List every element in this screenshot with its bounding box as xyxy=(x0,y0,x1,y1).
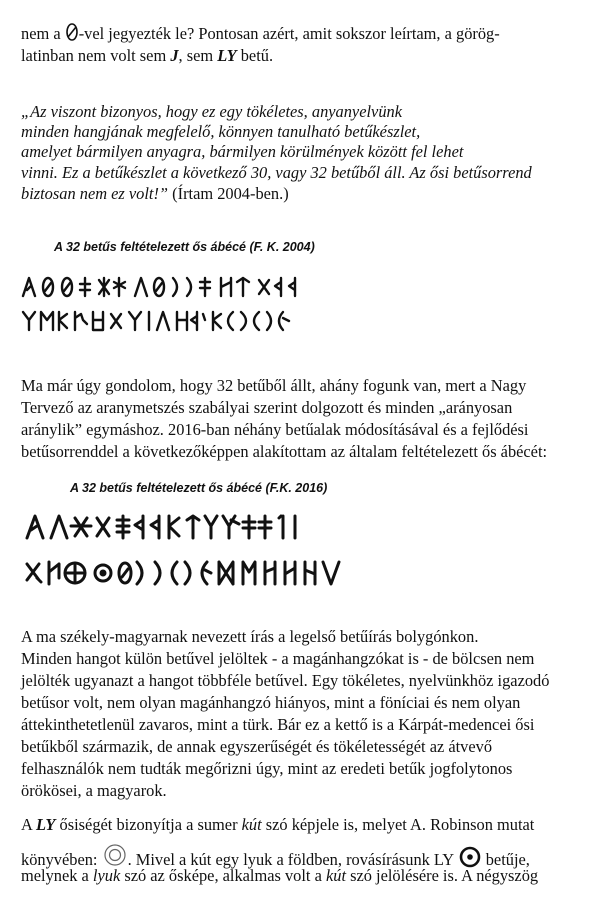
paragraph3-line6: betűkből származik, de annak egyszerűségét és tökéletességét az átvevő xyxy=(21,737,493,756)
figure2-caption: A 32 betűs feltételezett ős ábécé (F.K. 2016) xyxy=(70,481,328,495)
paragraph1-line2 xyxy=(21,46,273,66)
sumer-well-pictogram-icon xyxy=(102,843,128,867)
text: , sem xyxy=(178,46,218,65)
figure1-caption: A 32 betűs feltételezett ős ábécé (F. K. 2004) xyxy=(54,240,315,254)
paragraph3-line4: betűsor volt, nem olyan magánhangzó hiányos, mint a föníciai és nem olyan xyxy=(21,693,521,712)
text: ősiségét bizonyítja a sumer xyxy=(55,815,242,834)
figure1-rune-alphabet xyxy=(21,272,371,336)
word-lyuk: lyuk xyxy=(92,866,121,885)
rune-rows-2004 xyxy=(21,272,371,336)
text: A xyxy=(21,815,37,834)
text: latinban nem volt sem xyxy=(21,46,171,65)
paragraph2-line1: Ma már úgy gondolom, hogy 32 betűből állt, ahány fogunk van, mert a Nagy xyxy=(21,376,527,395)
rune-o-icon xyxy=(65,22,79,42)
quote-line4: vinni. Ez a betűkészlet a következő 30, vagy 32 betűből áll. Az ősi betűsorrend xyxy=(21,163,532,182)
paragraph3-line2: Minden hangot külön betűvel jelöltek - a magánhangzókat is - de bölcsen nem xyxy=(21,649,535,668)
quote-line3: amelyet bármilyen anyagra, bármilyen körülmények között fel lehet xyxy=(21,142,464,161)
quote-line2: minden hangjának megfelelő, könnyen tanulható betűkészlet, xyxy=(21,122,421,141)
paragraph3-line7: felhasználók nem tudták megőrizni úgy, mint az eredeti betűk jogfolytonos xyxy=(21,759,513,778)
paragraph2-line4: betűsorrenddel a következőképpen alakítottam az általam feltételezett ős ábécét: xyxy=(21,442,548,461)
paragraph3-line8: örökösei, a magyarok. xyxy=(21,781,167,800)
paragraph4-line1 xyxy=(21,815,534,835)
text: (Írtam 2004-ben.) xyxy=(168,184,289,203)
paragraph2-line2: Tervező az aranymetszés szabályai szerint dolgozott és minden „arányosan xyxy=(21,398,513,417)
rune-rows-2016 xyxy=(21,508,381,598)
letter-j: J xyxy=(170,46,179,65)
paragraph4-line3 xyxy=(21,866,538,886)
text: könyvében: xyxy=(21,850,102,869)
paragraph2-line3: aránylik” egymáshoz. 2016-ban néhány betűalak módosításával és a fejlődési xyxy=(21,420,529,439)
paragraph3-line3: jelölték ugyanazt a hangot többféle betűvel. Egy tökéletes, nyelvünkhöz igazodó xyxy=(21,671,550,690)
paragraph3-line1: A ma székely-magyarnak nevezett írás a legelső betűírás bolygónkon. xyxy=(21,627,479,646)
word-kut: kút xyxy=(241,815,262,834)
figure2-rune-alphabet xyxy=(21,508,381,598)
text: szó az ősképe, alkalmas volt a xyxy=(120,866,326,885)
letter-ly: LY xyxy=(36,815,56,834)
paragraph3-line5: áttekinthetetlenül zavaros, mint a türk. Bár ez a kettő is a Kárpát-medencei ősi xyxy=(21,715,535,734)
quote-line1: „Az viszont bizonyos, hogy ez egy tökéletes, anyanyelvünk xyxy=(21,102,402,121)
quote-line5 xyxy=(21,184,289,204)
text: szó képjele is, melyet A. Robinson mutat xyxy=(261,815,535,834)
text: betű. xyxy=(236,46,274,65)
text: -vel jegyezték le? Pontosan azért, amit sokszor leírtam, a görög- xyxy=(78,24,500,43)
paragraph1-line1 xyxy=(21,22,500,44)
text: nem a xyxy=(21,24,65,43)
word-kut: kút xyxy=(325,866,346,885)
text: biztosan nem ez volt!” xyxy=(21,184,169,203)
text: betűje, xyxy=(481,850,530,869)
text: . Mivel a kút egy lyuk a földben, rovásírásunk LY xyxy=(127,850,458,869)
letter-ly: LY xyxy=(217,46,237,65)
text: melynek a xyxy=(21,866,93,885)
text: szó jelölésére is. A négyszög xyxy=(346,866,539,885)
